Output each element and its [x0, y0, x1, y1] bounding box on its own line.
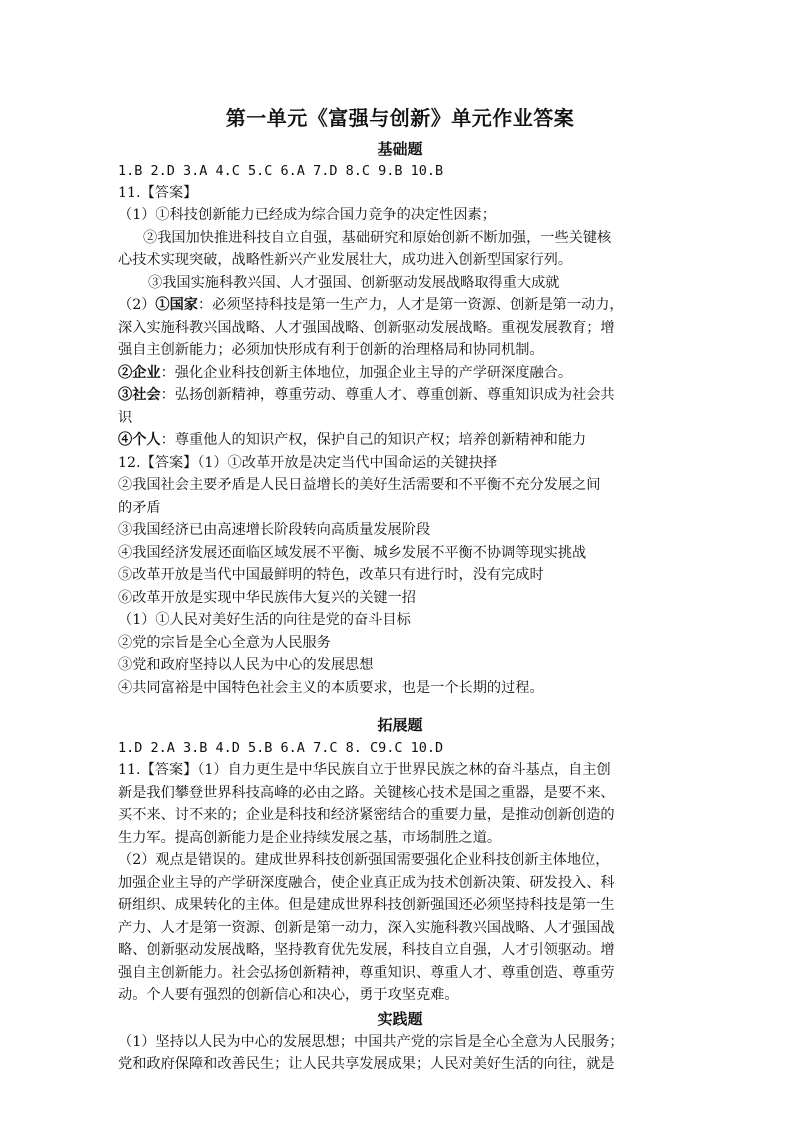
q12-line: ④我国经济发展还面临区域发展不平衡、城乡发展不平衡不协调等现实挑战	[118, 545, 587, 561]
q12-line: 12.【答案】（1）①改革开放是决定当代中国命运的关键抉择	[118, 455, 498, 471]
q11-individual-label: ④个人	[118, 432, 161, 448]
section-heading-basic: 基础题	[377, 140, 423, 158]
q11-part2-prefix: （2）	[118, 297, 156, 313]
extend-q11-line: 研组织、成果转化的主体。但是建成世界科技创新强国还必须坚持科技是第一生	[118, 897, 615, 913]
q12-line: ②我国社会主要矛盾是人民日益增长的美好生活需要和不平衡不充分发展之间	[118, 477, 601, 493]
q11-society-line: 识	[118, 410, 133, 426]
q12-line: ④共同富裕是中国特色社会主义的本质要求，也是一个长期的过程。	[118, 680, 544, 696]
q11-society-label: ③社会	[118, 387, 161, 403]
page-title: 第一单元《富强与创新》单元作业答案	[225, 106, 575, 130]
q12-line: （1）①人民对美好生活的向往是党的奋斗目标	[118, 612, 411, 628]
q11-individual-line	[118, 429, 688, 451]
practice-line: （1）坚持以人民为中心的发展思想；中国共产党的宗旨是全心全意为人民服务；	[118, 1034, 624, 1050]
extend-q11-line: 买不来、讨不来的；企业是科技和经济紧密结合的重要力量，是推动创新创造的	[118, 807, 615, 823]
practice-line: 党和政府保障和改善民生；让人民共享发展成果；人民对美好生活的向往，就是	[118, 1056, 615, 1072]
extend-q11-line: 生力军。提高创新能力是企业持续发展之基，市场制胜之道。	[118, 830, 502, 846]
q12-line: ③我国经济已由高速增长阶段转向高质量发展阶段	[118, 522, 431, 538]
q11-enterprise-line	[118, 362, 688, 384]
q11-enterprise-text: ：强化企业科技创新主体地位，加强企业主导的产学研深度融合。	[160, 365, 573, 381]
q11-part1-line: （1）①科技创新能力已经成为综合国力竞争的决定性因素；	[118, 207, 496, 223]
q11-nation-label: ①国家	[155, 297, 198, 313]
extend-choice-answers: 1.D 2.A 3.B 4.D 5.B 6.A 7.C 8. C9.C 10.D	[118, 740, 444, 756]
q12-line: ⑥改革开放是实现中华民族伟大复兴的关键一招	[118, 590, 416, 606]
q11-society-text: ：弘扬创新精神，尊重劳动、尊重人才、尊重创新、尊重知识成为社会共	[160, 387, 615, 403]
q11-individual-text: ：尊重他人的知识产权，保护自己的知识产权；培养创新精神和能力	[160, 432, 587, 448]
q11-society-line	[118, 384, 688, 406]
q12-line: ⑤改革开放是当代中国最鲜明的特色，改革只有进行时，没有完成时	[118, 567, 544, 583]
q12-line: ②党的宗旨是全心全意为人民服务	[118, 635, 331, 651]
q11-part1-line: ③我国实施科教兴国、人才强国、创新驱动发展战略取得重大成就	[148, 275, 560, 291]
extend-q11-line: 新是我们攀登世界科技高峰的必由之路。关键核心技术是国之重器，是要不来、	[118, 785, 615, 801]
q11-part1-line: ②我国加快推进科技自立自强，基础研究和原始创新不断加强，一些关键核	[143, 230, 612, 246]
extend-q11-line: 略、创新驱动发展战略，坚持教育优先发展，科技自立自强，人才引领驱动。增	[118, 942, 615, 958]
q11-enterprise-label: ②企业	[118, 365, 161, 381]
extend-q11-line: 强自主创新能力。社会弘扬创新精神，尊重知识、尊重人才、尊重创造、尊重劳	[118, 965, 615, 981]
q11-nation-text: ：必须坚持科技是第一生产力，人才是第一资源、创新是第一动力，	[197, 297, 624, 313]
q11-part2-line	[118, 294, 688, 316]
basic-choice-answers: 1.B 2.D 3.A 4.C 5.C 6.A 7.D 8.C 9.B 10.B	[118, 163, 444, 179]
q11-part2-line: 强自主创新能力；必须加快形成有利于创新的治理格局和协同机制。	[118, 342, 544, 358]
q11-header: 11.【答案】	[118, 185, 198, 201]
q11-part1-line: 心技术实现突破，战略性新兴产业发展壮大，成功进入创新型国家行列。	[118, 252, 573, 268]
extend-q11-line: （2）观点是错误的。建成世界科技创新强国需要强化企业科技创新主体地位，	[118, 852, 610, 868]
extend-q11-line: 产力、人才是第一资源、创新是第一动力，深入实施科教兴国战略、人才强国战	[118, 920, 615, 936]
extend-q11-line: 11.【答案】（1）自力更生是中华民族自立于世界民族之林的奋斗基点，自主创	[118, 762, 611, 778]
extend-q11-line: 动。个人要有强烈的创新信心和决心，勇于攻坚克难。	[118, 987, 459, 1003]
extend-q11-line: 加强企业主导的产学研深度融合，使企业真正成为技术创新决策、研发投入、科	[118, 875, 615, 891]
q12-line: 的矛盾	[118, 500, 161, 516]
section-heading-practice: 实践题	[377, 1010, 423, 1028]
section-heading-extend: 拓展题	[377, 716, 423, 734]
q11-part2-line: 深入实施科教兴国战略、人才强国战略、创新驱动发展战略。重视发展教育；增	[118, 320, 615, 336]
q12-line: ③党和政府坚持以人民为中心的发展思想	[118, 657, 374, 673]
